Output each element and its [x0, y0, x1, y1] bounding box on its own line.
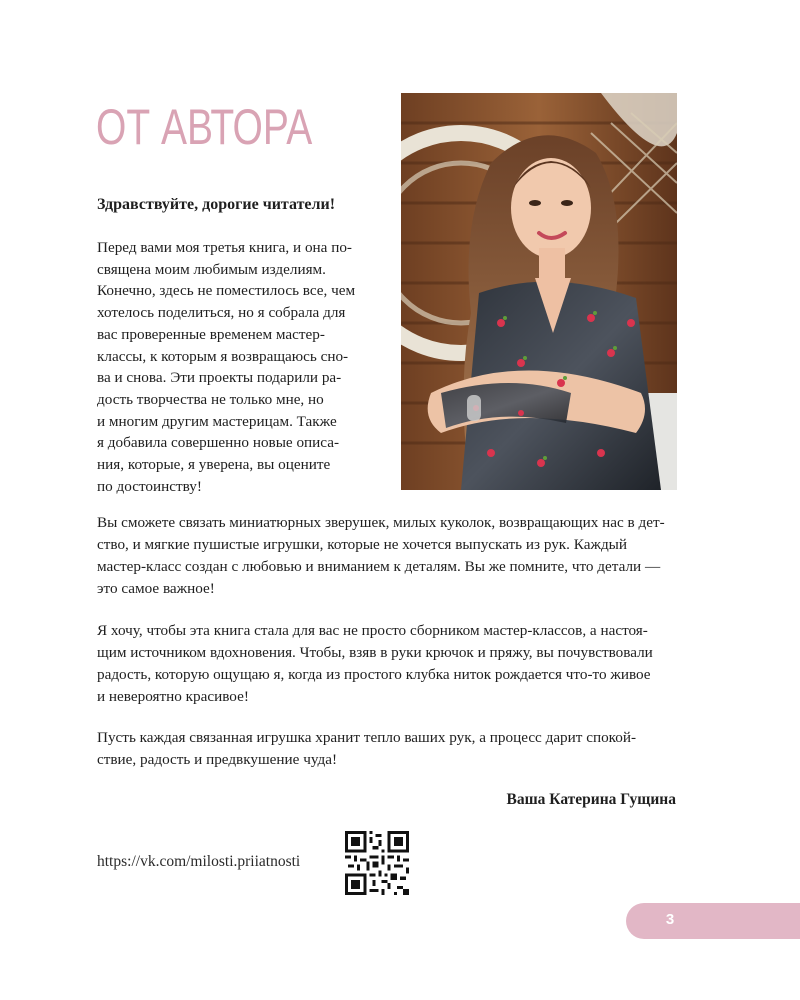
qr-code-icon[interactable] [345, 831, 409, 895]
text-line: ствие, радость и предвкушение чуда! [97, 751, 338, 768]
paragraph [97, 620, 687, 708]
paragraph [97, 512, 687, 600]
text-line: дость творчества не только мне, но [97, 390, 324, 408]
text-line: это самое важное! [97, 580, 215, 597]
text-line: и невероятно красивое! [97, 688, 249, 705]
text-line: хотелось поделиться, но я собрала для [97, 304, 346, 322]
page-number: 3 [665, 911, 675, 928]
author-photo [401, 93, 677, 490]
intro-paragraph [97, 237, 365, 497]
text-line: Я хочу, чтобы эта книга стала для вас не просто сборником мастер-классов, а настоя- [97, 622, 648, 639]
text-line: радость, которую ощущаю я, когда из простого клубка ниток рождается что-то живое [97, 666, 651, 683]
text-line: Вы сможете связать миниатюрных зверушек, милых куколок, возвращающих нас в дет- [97, 514, 665, 531]
paragraph [97, 727, 687, 771]
text-line: мастер-класс создан с любовью и вниманием к деталям. Вы же помните, что детали — [97, 558, 661, 575]
text-line: Пусть каждая связанная игрушка хранит тепло ваших рук, а процесс дарит спокой- [97, 729, 637, 746]
text-line: Конечно, здесь не поместилось все, чем [97, 282, 356, 300]
text-line: вас проверенные временем мастер- [97, 325, 325, 343]
text-line: классы, к которым я возвращаюсь сно- [97, 347, 349, 365]
page-title: ОТ АВТОРА [96, 99, 313, 155]
page-number-tab [626, 903, 800, 939]
greeting: Здравствуйте, дорогие читатели! [97, 196, 336, 213]
text-line: священа моим любимым изделиям. [97, 260, 326, 278]
text-line: ния, которые, я уверена, вы оцените [97, 456, 331, 474]
text-line: и многим другим мастерицам. Также [97, 412, 337, 430]
text-line: ство, и мягкие пушистые игрушки, которые не хочется выпускать из рук. Каждый [97, 536, 628, 553]
text-line: по достоинству! [97, 477, 202, 495]
text-line: Перед вами моя третья книга, и она по- [97, 239, 352, 256]
text-line: я добавила совершенно новые описа- [97, 434, 340, 452]
text-line: ва и снова. Эти проекты подарили ра- [97, 369, 342, 387]
author-signature: Ваша Катерина Гущина [506, 791, 676, 808]
text-line: щим источником вдохновения. Чтобы, взяв в руки крючок и пряжу, вы почувствовали [97, 644, 653, 661]
vk-link[interactable]: https://vk.com/milosti.priiatnosti [97, 853, 301, 870]
